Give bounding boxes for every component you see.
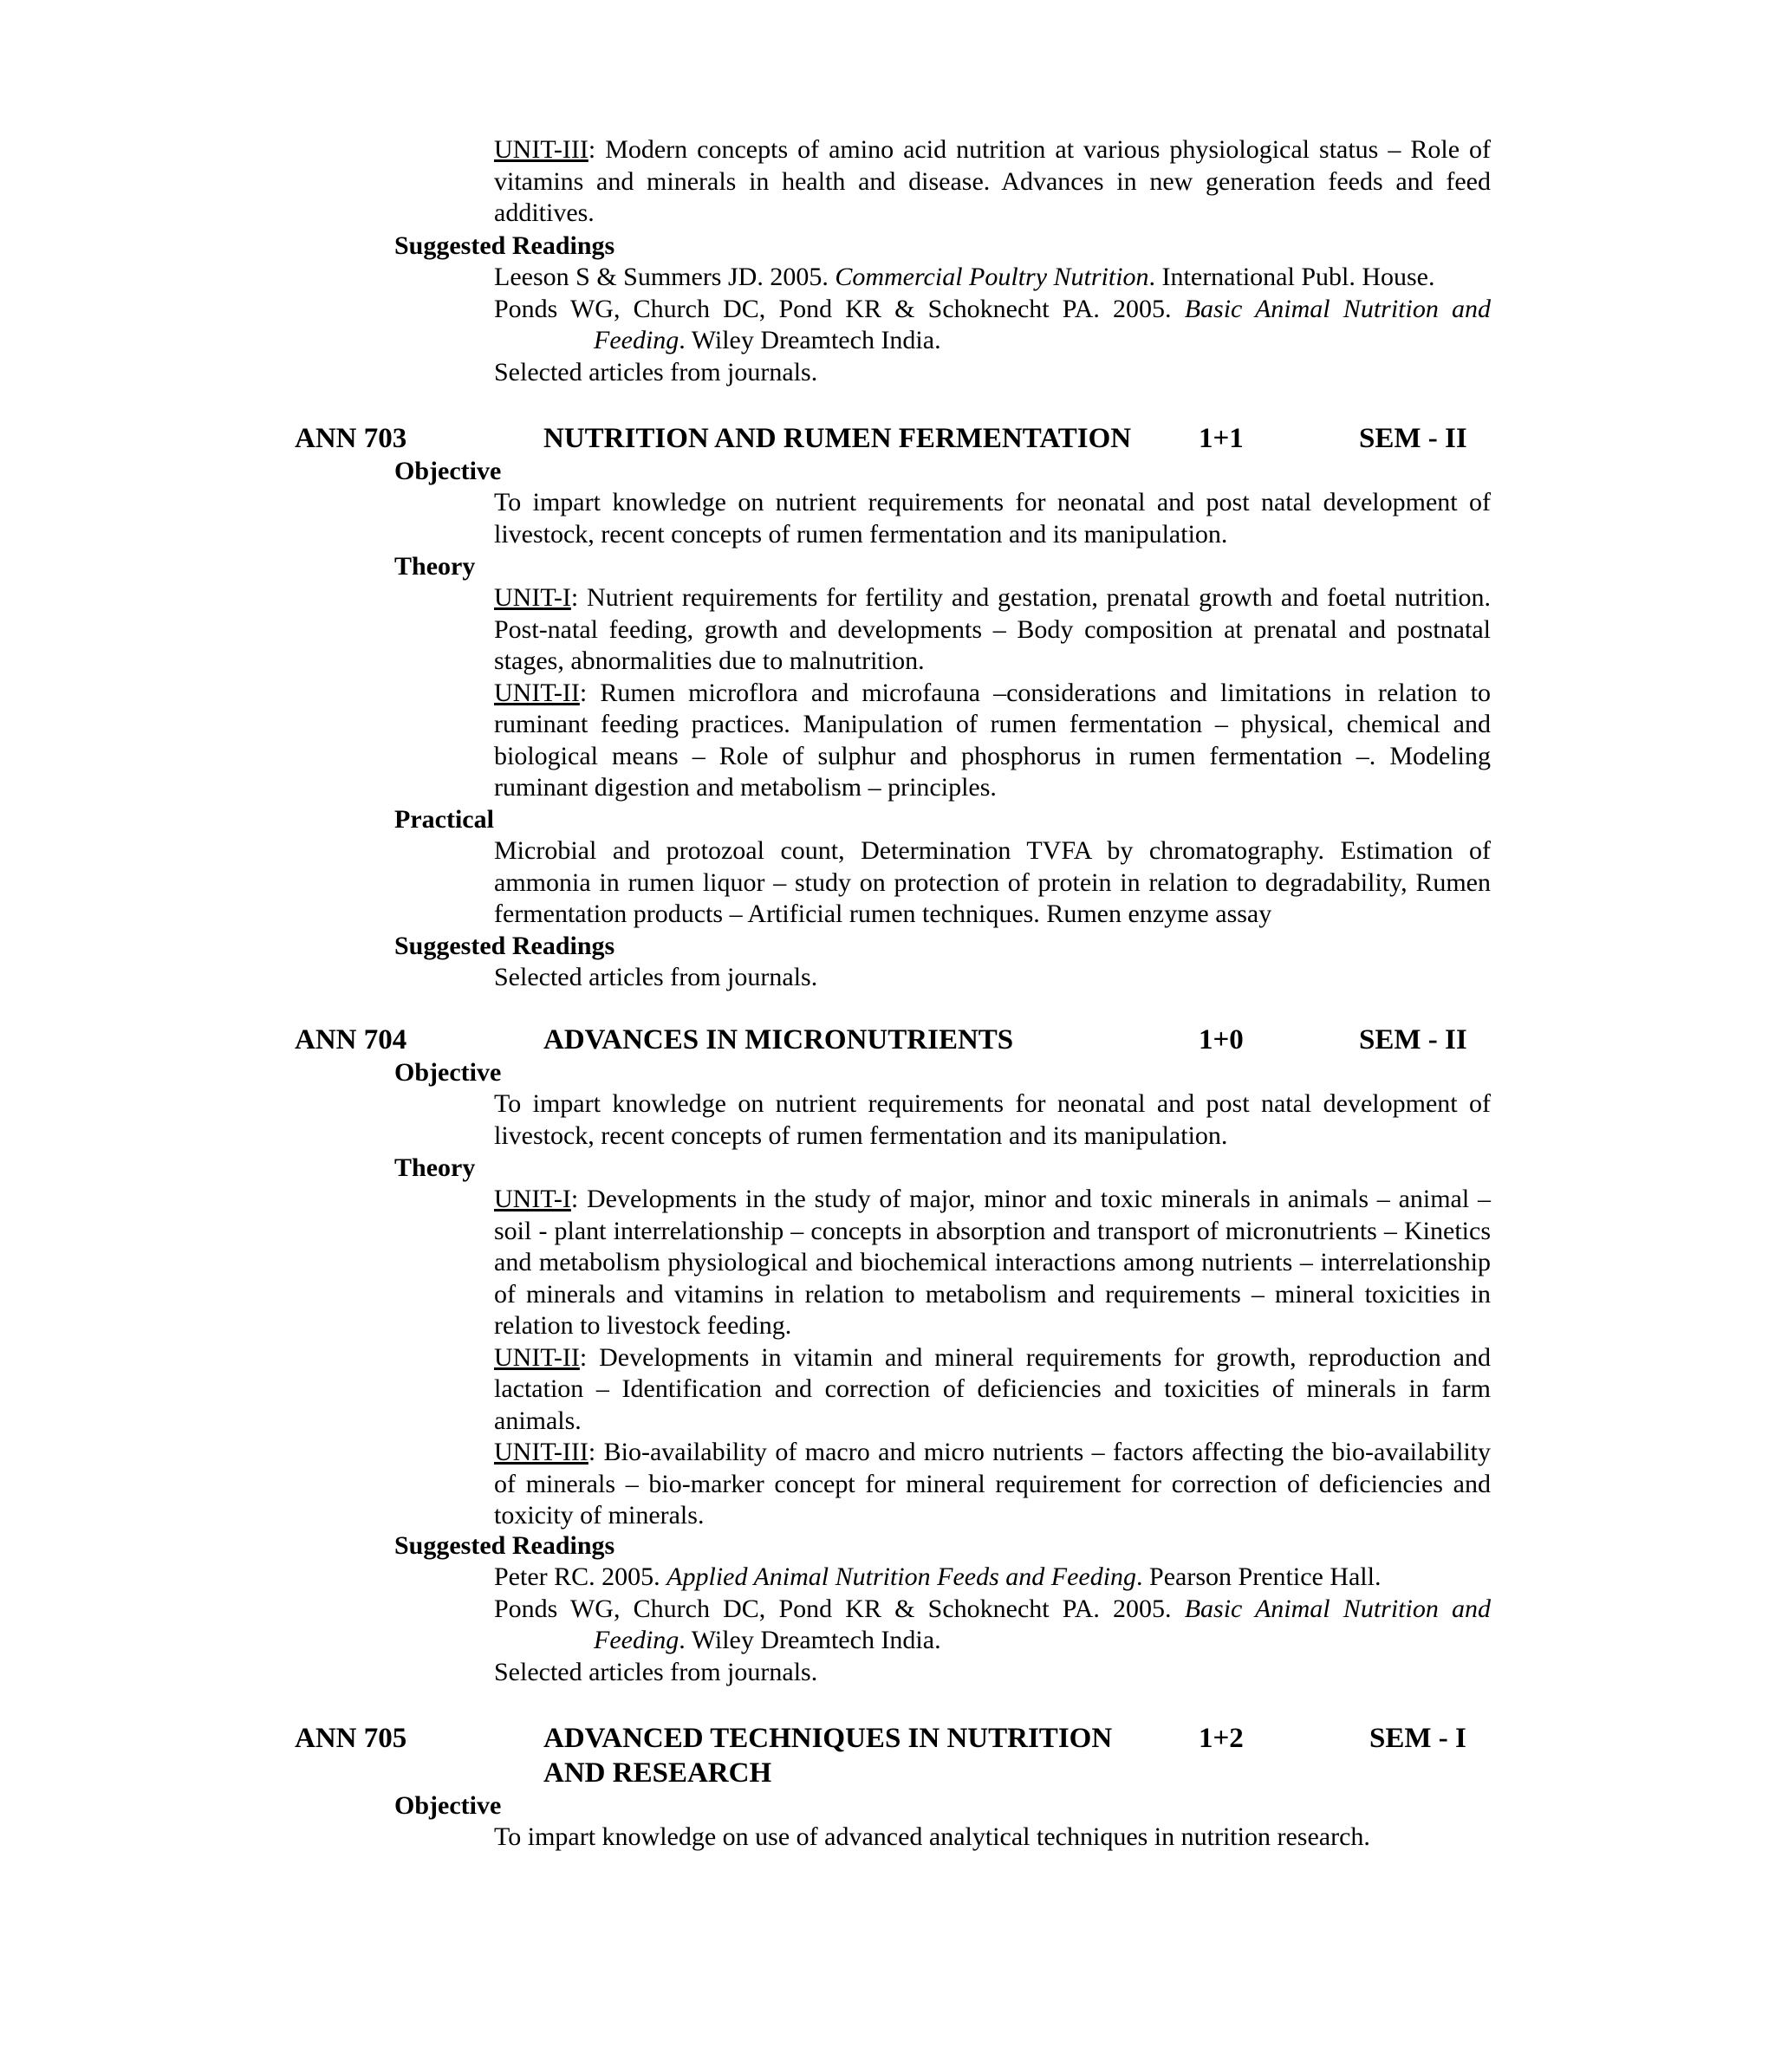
readings-list xyxy=(494,962,1491,994)
course-semester: SEM - II xyxy=(1359,423,1467,454)
theory-units xyxy=(494,1184,1491,1532)
course-credits: 1+2 xyxy=(1199,1723,1244,1754)
unit-text: : Rumen microflora and microfauna –considerations and limitations in relation to ruminant feeding practices. Manipulation of rumen fermentation – physical, chemical and biological means – Role of sulphur and phosphorus in rumen fermentation –. Modeling ruminant digestion and metabolism – principles. xyxy=(494,678,1491,802)
reference-item xyxy=(494,294,1491,357)
ref-authors: Ponds WG, Church DC, Pond KR & Schoknecht PA. 2005. xyxy=(494,1594,1185,1623)
course-title: ADVANCES IN MICRONUTRIENTS xyxy=(543,1024,1014,1055)
unit-paragraph xyxy=(494,1184,1491,1342)
ref-publisher: . Wiley Dreamtech India. xyxy=(679,1626,941,1654)
reference-item: Selected articles from journals. xyxy=(494,357,818,386)
unit-text: : Developments in vitamin and mineral requirements for growth, reproduction and lactation – Identification and correction of deficiencies and toxicities of minerals in farm animals. xyxy=(494,1342,1491,1435)
ref-title: Basic Animal Nutrition and Feeding xyxy=(594,1594,1491,1654)
course-title: ADVANCED TECHNIQUES IN NUTRITION AND RESEARCH xyxy=(543,1723,1113,1789)
course-title: NUTRITION AND RUMEN FERMENTATION xyxy=(543,423,1132,454)
ref-authors: Peter RC. 2005. xyxy=(494,1562,667,1591)
theory-heading: Theory xyxy=(394,1153,476,1182)
course-credits: 1+0 xyxy=(1199,1024,1244,1055)
reference-item xyxy=(494,1594,1491,1657)
course-code: ANN 704 xyxy=(295,1024,407,1055)
unit3-label: UNIT-III xyxy=(494,135,588,164)
ref-authors: Ponds WG, Church DC, Pond KR & Schoknecht PA. 2005. xyxy=(494,294,1185,323)
unit-label: UNIT-II xyxy=(494,678,580,707)
reference-item xyxy=(494,262,1491,294)
unit-label: UNIT-I xyxy=(494,1185,571,1213)
ref-title: Commercial Poultry Nutrition xyxy=(835,263,1149,291)
unit-paragraph xyxy=(494,678,1491,804)
objective-heading: Objective xyxy=(394,457,502,485)
reference-item: Selected articles from journals. xyxy=(494,1657,818,1686)
course-code: ANN 705 xyxy=(295,1723,407,1754)
ref-publisher: . Pearson Prentice Hall. xyxy=(1136,1562,1382,1591)
unit-paragraph xyxy=(494,1437,1491,1532)
course-header-ann705 xyxy=(295,1721,1508,1790)
top-readings-list xyxy=(494,262,1491,388)
practical-text: Microbial and protozoal count, Determination TVFA by chromatography. Estimation of ammonia in rumen liquor – study on protection of protein in relation to degradability, Rumen fermentation products – Artificial rumen techniques. Rumen enzyme assay xyxy=(494,836,1491,928)
course-semester: SEM - II xyxy=(1359,1024,1467,1055)
unit-label: UNIT-I xyxy=(494,583,571,612)
readings-heading: Suggested Readings xyxy=(394,932,615,960)
objective-text: To impart knowledge on nutrient requirements for neonatal and post natal development of livestock, recent concepts of rumen fermentation and its manipulation. xyxy=(494,1089,1491,1150)
practical-heading: Practical xyxy=(394,805,494,834)
objective-heading: Objective xyxy=(394,1058,502,1087)
reference-item xyxy=(494,1562,1491,1594)
objective-heading: Objective xyxy=(394,1791,502,1820)
ref-title: Applied Animal Nutrition Feeds and Feeding xyxy=(666,1562,1137,1591)
ref-title: Basic Animal Nutrition and Feeding xyxy=(594,294,1491,354)
top-unit3-paragraph xyxy=(494,134,1491,230)
reference-item: Selected articles from journals. xyxy=(494,963,818,991)
unit3-text: : Modern concepts of amino acid nutrition at various physiological status – Role of vitamins and minerals in health and disease. Advances in new generation feeds and feed additives. xyxy=(494,135,1491,227)
unit-label: UNIT-III xyxy=(494,1438,588,1466)
readings-heading: Suggested Readings xyxy=(394,1531,615,1560)
unit-label: UNIT-II xyxy=(494,1342,580,1372)
ref-publisher: . International Publ. House. xyxy=(1148,263,1435,291)
readings-list xyxy=(494,1562,1491,1688)
theory-units xyxy=(494,582,1491,804)
unit-paragraph xyxy=(494,582,1491,678)
unit-text: : Nutrient requirements for fertility and gestation, prenatal growth and foetal nutrition. Post-natal feeding, growth and developments – Body composition at prenatal and postnatal stages, abnormalities due to malnutrition. xyxy=(494,583,1491,675)
course-code: ANN 703 xyxy=(295,423,407,454)
unit-text: : Developments in the study of major, minor and toxic minerals in animals – animal – soil - plant interrelationship – concepts in absorption and transport of micronutrients – Kinetics and metabolism physiological and biochemical interactions among nutrients – interrelationship of minerals and vitamins in relation to metabolism and requirements – mineral toxicities in relation to livestock feeding. xyxy=(494,1185,1491,1340)
objective-text: To impart knowledge on use of advanced analytical techniques in nutrition research. xyxy=(494,1822,1370,1851)
unit-text: : Bio-availability of macro and micro nutrients – factors affecting the bio-availability of minerals – bio-marker concept for mineral requirement for correction of deficiencies and toxicity of minerals. xyxy=(494,1438,1491,1530)
ref-publisher: . Wiley Dreamtech India. xyxy=(679,326,941,354)
course-semester: SEM - I xyxy=(1369,1723,1466,1754)
top-readings-heading: Suggested Readings xyxy=(394,231,615,260)
unit-paragraph xyxy=(494,1342,1491,1438)
objective-text: To impart knowledge on nutrient requirements for neonatal and post natal development of livestock, recent concepts of rumen fermentation and its manipulation. xyxy=(494,488,1491,549)
ref-authors: Leeson S & Summers JD. 2005. xyxy=(494,263,835,291)
course-credits: 1+1 xyxy=(1199,423,1244,454)
theory-heading: Theory xyxy=(394,552,476,581)
